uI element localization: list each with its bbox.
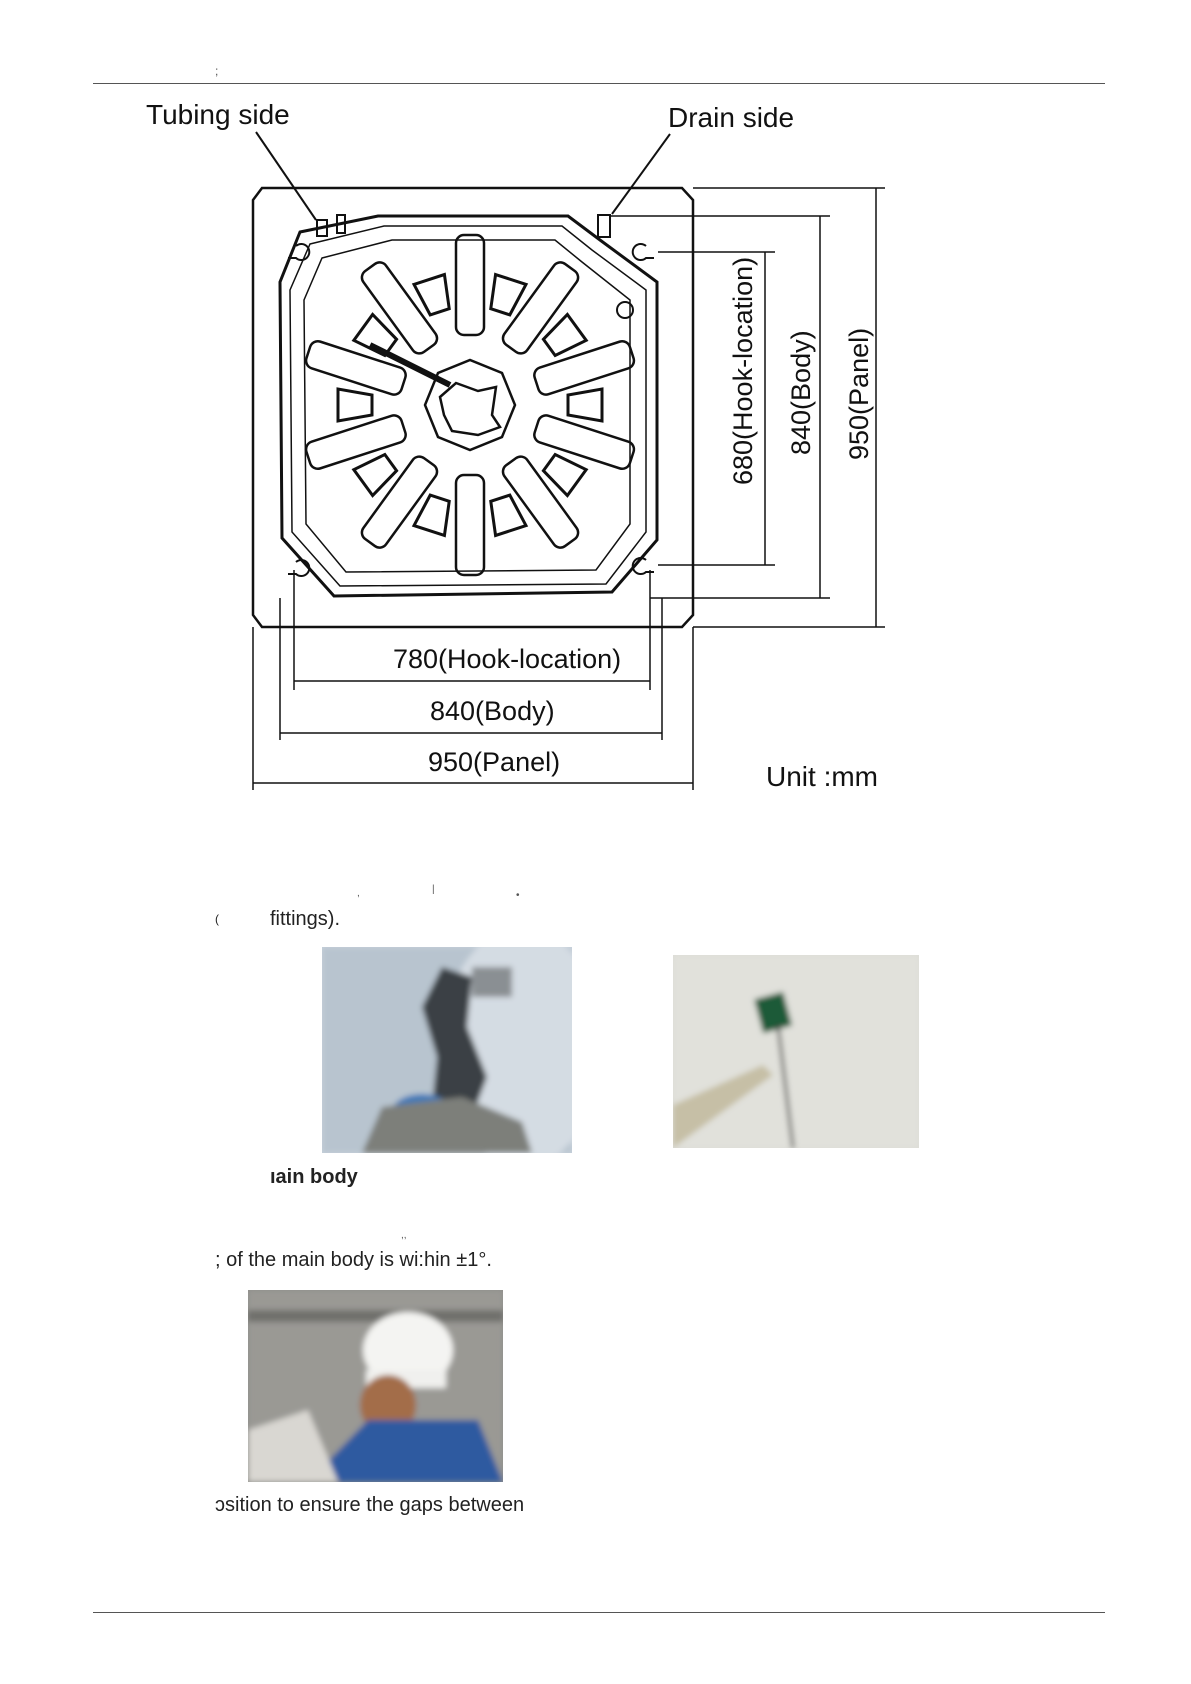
fittings-text: fittings). [270,908,341,930]
main-body-heading: ıain body [270,1166,358,1188]
level-text: ; of the main body is wi:hin ±1°. [215,1249,492,1271]
hook-horizontal-label: 780(Hook-location) [393,644,622,674]
unit-label: Unit :mm [766,761,878,792]
panel-horizontal-label: 950(Panel) [428,747,561,777]
panel-outline [253,188,693,627]
body-horizontal-label: 840(Body) [430,696,555,726]
header-mark: ; [215,64,219,78]
panel-vertical-label: 950(Panel) [844,327,874,460]
drain-side-label: Drain side [668,102,795,133]
hook-vertical-label: 680(Hook-location) [728,256,758,485]
ceiling-bolt-photo [673,955,919,1148]
dimension-diagram [0,0,1191,800]
tubing-side-label: Tubing side [146,99,290,130]
worker-level-photo [248,1290,503,1482]
footer-rule [93,1612,1105,1613]
worker-ceiling-photo [322,947,572,1153]
fan-grille [304,235,636,575]
body-vertical-label: 840(Body) [786,330,816,455]
position-text: ɔsition to ensure the gaps between [215,1494,525,1516]
